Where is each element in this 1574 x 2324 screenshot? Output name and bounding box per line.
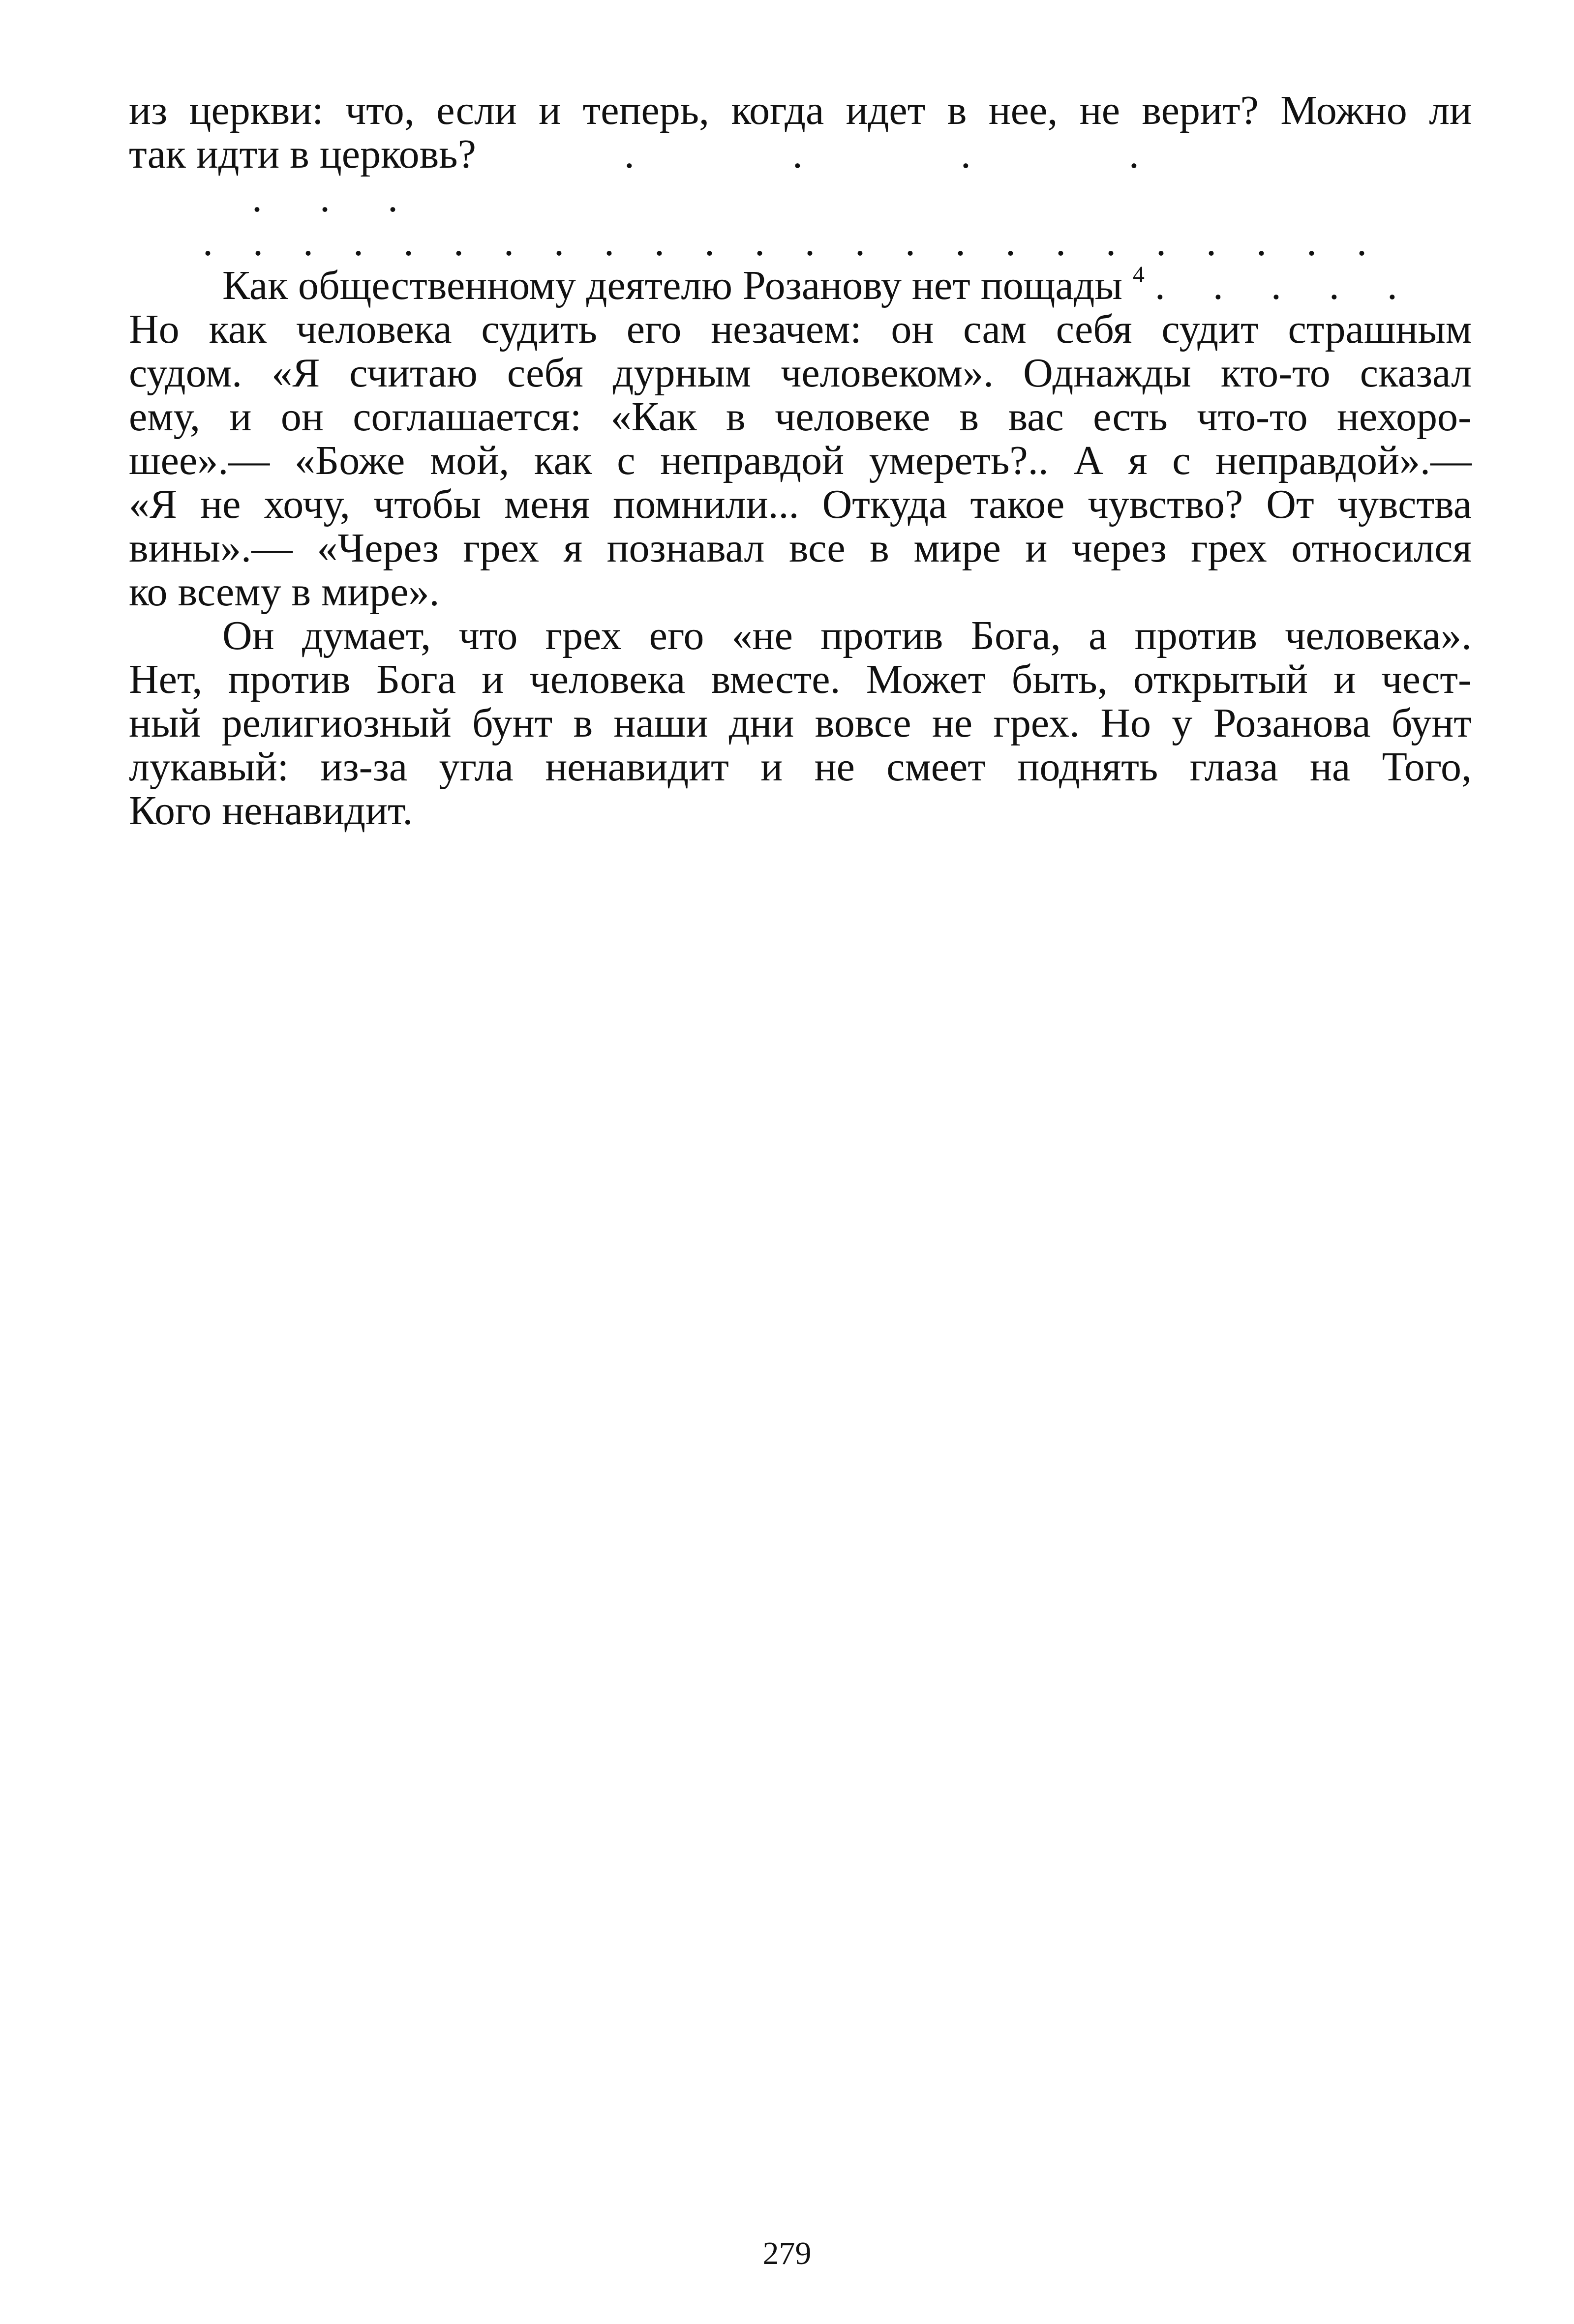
- text-line: из церкви: что, если и теперь, когда идет в нее, не верит? Можно ли: [129, 88, 1472, 133]
- text-line: ко всему в мире».: [129, 569, 440, 615]
- text-line: лукавый: из-за угла ненавидит и не смеет поднять глаза на Того,: [129, 744, 1472, 790]
- text-line-main: так идти в церковь?: [129, 131, 476, 177]
- text-line: ему, и он соглашается: «Как в человеке в вас есть что-то нехоро-: [129, 394, 1472, 440]
- text-line: «Я не хочу, чтобы меня помнили... Откуда такое чувство? От чувства: [129, 481, 1472, 527]
- page-number: 279: [762, 2235, 812, 2271]
- text-line: Но как человека судить его незачем: он сам себя судит страшным: [129, 306, 1472, 352]
- page-text: [129, 89, 1472, 833]
- text-line-main: Как общественному деятелю Розанову нет пощады: [222, 263, 1122, 308]
- text-line: [129, 132, 1472, 176]
- footnote-marker: 4: [1132, 262, 1145, 288]
- text-line: [129, 264, 1472, 307]
- ellipsis-dots: . . . .: [624, 131, 1213, 177]
- ellipsis-dots-row: . . . . . . . . . . . . . . . . . . . . . . . .: [203, 219, 1382, 265]
- ellipsis-dots: . . . . .: [1154, 263, 1416, 308]
- text-line: судом. «Я считаю себя дурным человеком». Однажды кто-то сказал: [129, 350, 1472, 396]
- text-line: Он думает, что грех его «не против Бога, а против человека».: [222, 613, 1472, 658]
- text-line: Нет, против Бога и человека вместе. Может быть, открытый и чест-: [129, 656, 1472, 702]
- text-line: ный религиозный бунт в наши дни вовсе не грех. Но у Розанова бунт: [129, 700, 1472, 746]
- text-line: Кого ненавидит.: [129, 788, 413, 834]
- text-line: вины».— «Через грех я познавал все в мире и через грех относился: [129, 525, 1472, 571]
- text-line: шее».— «Боже мой, как с неправдой умереть?.. А я с неправдой».—: [129, 438, 1472, 483]
- ellipsis-dots-row: . . .: [252, 175, 422, 221]
